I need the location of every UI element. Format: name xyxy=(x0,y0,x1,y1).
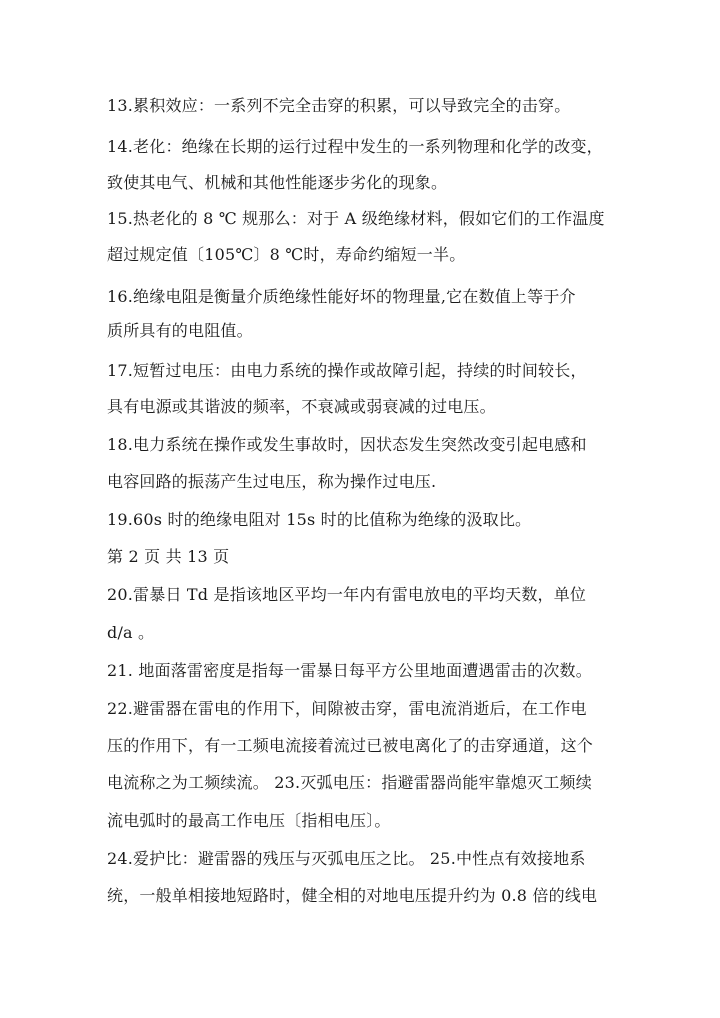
page-footer: 第 2 页 共 13 页 xyxy=(107,547,230,566)
text-line: 13.累积效应：一系列不完全击穿的积累，可以导致完全的击穿。 xyxy=(107,96,571,115)
text-line: 22.避雷器在雷电的作用下，间隙被击穿，雷电流消逝后，在工作电 xyxy=(107,699,587,718)
text-line: 18.电力系统在操作或发生事故时，因状态发生突然改变引起电感和 xyxy=(107,435,587,454)
text-line: d/a 。 xyxy=(107,623,155,642)
text-line: 统，一般单相接地短路时，健全相的对地电压提升约为 0.8 倍的线电 xyxy=(107,886,598,905)
text-line: 电容回路的振荡产生过电压，称为操作过电压. xyxy=(107,472,437,491)
text-line: 21. 地面落雷密度是指每一雷暴日每平方公里地面遭遇雷击的次数。 xyxy=(107,661,592,680)
text-line: 24.爱护比：避雷器的残压与灭弧电压之比。 25.中性点有效接地系 xyxy=(107,849,586,868)
text-line: 电流称之为工频续流。 23.灭弧电压：指避雷器尚能牢靠熄灭工频续 xyxy=(107,773,592,792)
text-line: 流电弧时的最高工作电压〔指相电压〕。 xyxy=(107,811,391,830)
text-line: 19.60s 时的绝缘电阻对 15s 时的比值称为绝缘的汲取比。 xyxy=(107,510,532,529)
text-line: 超过规定值〔105℃〕8 ℃时，寿命约缩短一半。 xyxy=(107,245,466,264)
text-line: 14.老化：绝缘在长期的运行过程中发生的一系列物理和化学的改变， xyxy=(107,137,603,156)
text-line: 压的作用下，有一工频电流接着流过已被电离化了的击穿通道，这个 xyxy=(107,736,594,755)
text-line: 致使其电气、机械和其他性能逐步劣化的现象。 xyxy=(107,173,448,192)
text-line: 15.热老化的 8 ℃ 规那么：对于 A 级绝缘材料，假如它们的工作温度 xyxy=(107,209,605,228)
text-line: 质所具有的电阻值。 xyxy=(107,321,253,340)
text-line: 20.雷暴日 Td 是指该地区平均一年内有雷电放电的平均天数，单位 xyxy=(107,585,587,604)
text-line: 17.短暂过电压：由电力系统的操作或故障引起，持续的时间较长， xyxy=(107,361,587,380)
text-line: 16.绝缘电阻是衡量介质绝缘性能好坏的物理量,它在数值上等于介 xyxy=(107,287,576,306)
text-line: 具有电源或其谐波的频率，不衰减或弱衰减的过电压。 xyxy=(107,397,496,416)
